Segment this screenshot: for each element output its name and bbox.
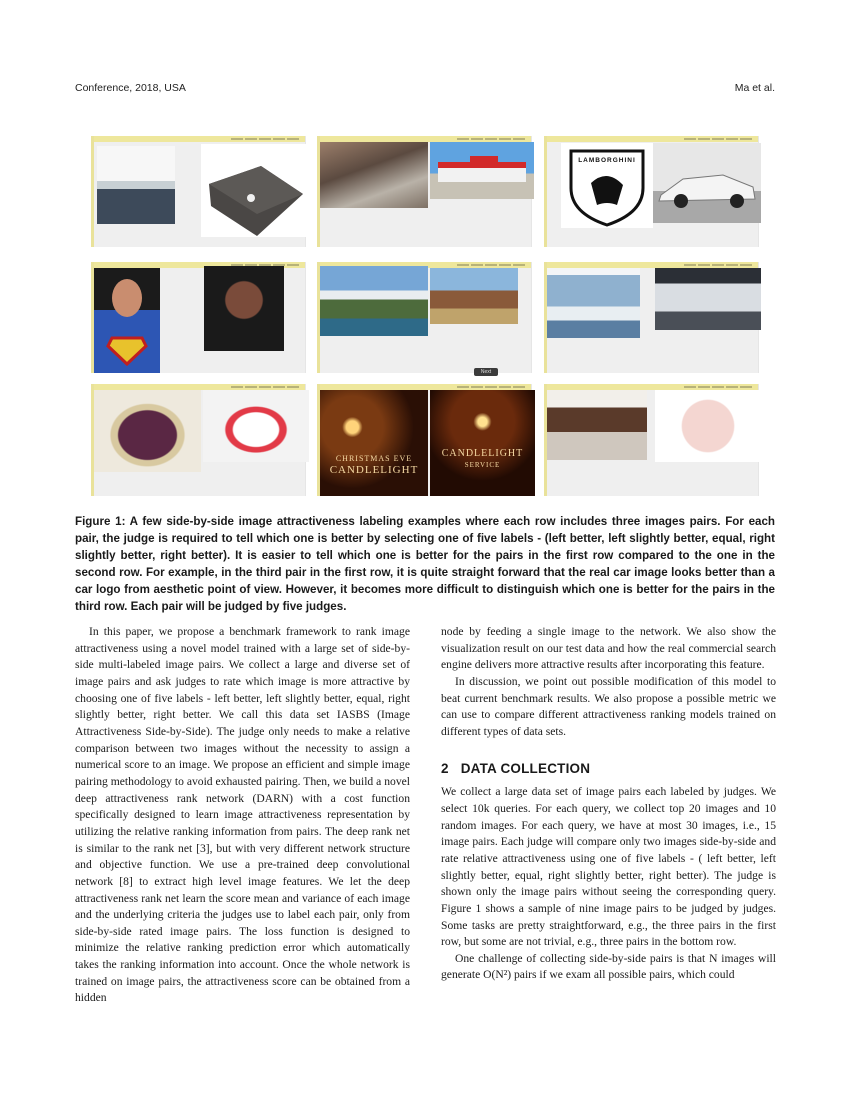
section-number: 2 — [441, 760, 449, 776]
diner-image — [430, 142, 534, 199]
discussion-paragraph: In discussion, we point out possible modification of this model to beat current benchmark results. We also propose a possible metric we can use to compare different attractiveness ranking models trained on different types of data sets. — [441, 674, 776, 738]
sink-image — [201, 144, 308, 237]
brownie-image — [547, 390, 647, 460]
desert-mountain-image — [430, 268, 518, 324]
lake-mountain-image — [320, 266, 428, 336]
pairs-challenge-paragraph: One challenge of collecting side-by-side pairs is that N images will generate O(N²) pairs if we exam all possible pairs, which could — [441, 951, 776, 982]
pair-panel-cakes — [91, 384, 306, 496]
candle-right-line-1: CANDLELIGHT — [441, 448, 524, 459]
figure-caption: Figure 1: A few side-by-side image attractiveness labeling examples where each row includes three images pairs. For each pair, the judge is required to tell which one is better by selecting one of five labels - (left better, left slightly better, equal, right slightly better, right better). It is easier to tell which one is better for the pairs in the first row compared to the one in the second row. For example, in the third pair in the first row, it is quite straight forward that the real car image looks better than a car logo from aesthetic point of view. However, it becomes more difficult to distinguish which one is better for the pairs in the third row. Each pair will be judged by five judges. — [75, 515, 775, 613]
superman-actor-image — [204, 266, 284, 351]
pair-panel-ship-train — [544, 262, 759, 373]
pair-panel-candlelight — [317, 384, 532, 496]
candle-right-line-2: SERVICE — [464, 461, 501, 469]
mini-desserts-image — [655, 390, 761, 462]
pair-panel-desserts — [544, 384, 759, 496]
candle-left-line-2: CANDLELIGHT — [329, 464, 419, 476]
pair-panel-superman — [91, 262, 306, 373]
superman-illustration-image — [94, 268, 160, 373]
running-header-right: Ma et al. — [734, 82, 775, 94]
left-column — [75, 624, 410, 1007]
glazed-cake-image — [94, 390, 201, 472]
paragraph-continued: node by feeding a single image to the network. We also show the visualization result on our test data and how the real commercial search engine delivers more attractive results after incorporating this feature. — [441, 625, 776, 672]
candlelight-service-image — [430, 390, 535, 496]
christmas-candlelight-image — [320, 390, 428, 496]
pair-panel-station-diner — [317, 136, 532, 247]
ship-image — [547, 268, 640, 338]
section-heading — [441, 761, 776, 778]
kitchen-image — [97, 146, 175, 224]
sports-car-image — [653, 143, 761, 223]
intro-paragraph: In this paper, we propose a benchmark framework to rank image attractiveness using a novel model trained with a large set of side-by-side multi-labeled image pairs. We collect a large and diverse set of image pairs and ask judges to rate which image is more attractive by choosing one of five labels - left better, left slightly better, equal, right slightly better, right better. We call this data set IASBS (Image Attractiveness Side-by-Side). The judge only needs to make a relative comparison between two images without the necessity to assign a numerical score to an image. We propose an efficient and simple image pairing methodology to avoid exhausted pairing. Then, we build a novel deep attractiveness rank network (DARN) with a cost function specifically designed to learn image attractiveness representation by utilizing the relative ranking information from pairs. The deep rank net is similar to the rank net [3], but with very different network structure and objective function. We use a pre-trained deep convolutional network [8] to extract high level image features. We let the deep attractiveness rank net learn the score mean and variance of each image and the underlying criteria the judges use to label each pair, only from side-by-side rated image pairs. The loss function is designed to minimize the relative ranking prediction error which automatically takes the ranking information into account. Once the whole network is trained on image pairs, the attractiveness score can be obtained from a hidden — [75, 625, 410, 1005]
pair-panel-landscapes — [317, 262, 532, 373]
section-title: DATA COLLECTION — [460, 760, 591, 776]
lamborghini-logo-image — [561, 143, 653, 228]
logo-text: LAMBORGHINI — [578, 157, 636, 164]
train-image — [655, 268, 761, 330]
next-button[interactable]: Next — [474, 368, 498, 376]
running-header-left: Conference, 2018, USA — [75, 82, 186, 94]
data-collection-paragraph: We collect a large data set of image pairs each labeled by judges. We select 10k queries. For each query, we collect top 20 images and 10 random images. For each query, we have at most 30 images, i.e., 15 image pairs. Each judge will compare only two images side-by-side and rate relative attractiveness using one of five labels - ( left better, left slightly better, equal, right slightly better, right better). The judge is shown only the image pairs without seeing the corresponding query. Figure 1 shows a sample of nine image pairs to be judged by judges. Some tasks are pretty straightforward, e.g., the three pairs in the first row, but some are not trivial, e.g., three pairs in the bottom row. — [441, 785, 776, 949]
strawberry-cake-image — [203, 390, 309, 462]
pair-panel-logo-car — [544, 136, 759, 247]
candle-left-line-1: CHRISTMAS EVE — [335, 454, 413, 463]
station-image — [320, 142, 428, 208]
right-column — [441, 624, 776, 984]
pair-panel-kitchen-sink — [91, 136, 306, 247]
